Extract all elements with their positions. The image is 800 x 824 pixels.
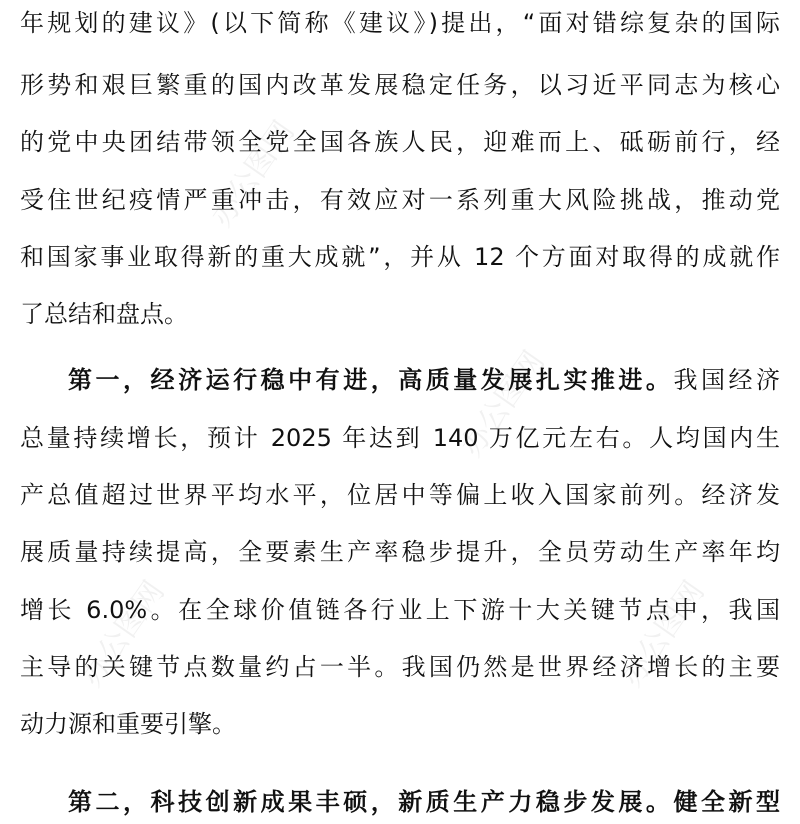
watermark: 办公图网 (74, 574, 172, 694)
paragraph-line: 的党中央团结带领全党全国各族人民，迎难而上、砥砺前行，经 (20, 128, 780, 156)
paragraph-line: 了总结和盘点。 (20, 300, 188, 328)
paragraph-line: 和国家事业取得新的重大成就”，并从 12 个方面对取得的成就作 (20, 243, 780, 271)
section-first-lead-rest: 我国经济 (673, 366, 781, 394)
paragraph-line: 展质量持续提高，全要素生产率稳步提升，全员劳动生产率年均 (20, 538, 780, 566)
paragraph-line: 产总值超过世界平均水平，位居中等偏上收入国家前列。经济发 (20, 481, 780, 509)
paragraph-line: 年规划的建议》(以下简称《建议》)提出，“面对错综复杂的国际 (20, 9, 780, 37)
section-first-lead: 第一，经济运行稳中有进，高质量发展扎实推进。 (68, 366, 674, 394)
paragraph-line: 受住世纪疫情严重冲击，有效应对一系列重大风险挑战，推动党 (20, 186, 780, 214)
paragraph-line: 总量持续增长，预计 2025 年达到 140 万亿元左右。人均国内生 (20, 424, 780, 452)
section-first-heading-line (68, 362, 780, 402)
paragraph-line: 形势和艰巨繁重的国内改革发展稳定任务，以习近平同志为核心 (20, 71, 780, 99)
watermark: 办公图网 (454, 344, 552, 464)
watermark: 办公图网 (204, 114, 302, 234)
paragraph-line: 主导的关键节点数量约占一半。我国仍然是世界经济增长的主要 (20, 653, 780, 681)
paragraph-line: 动力源和重要引擎。 (20, 710, 236, 738)
section-second-heading-partial: 第二，科技创新成果丰硕，新质生产力稳步发展。健全新型 (68, 788, 780, 816)
watermark: 办公图网 (614, 574, 712, 694)
paragraph-line: 增长 6.0%。在全球价值链各行业上下游十大关键节点中，我国 (20, 596, 780, 624)
